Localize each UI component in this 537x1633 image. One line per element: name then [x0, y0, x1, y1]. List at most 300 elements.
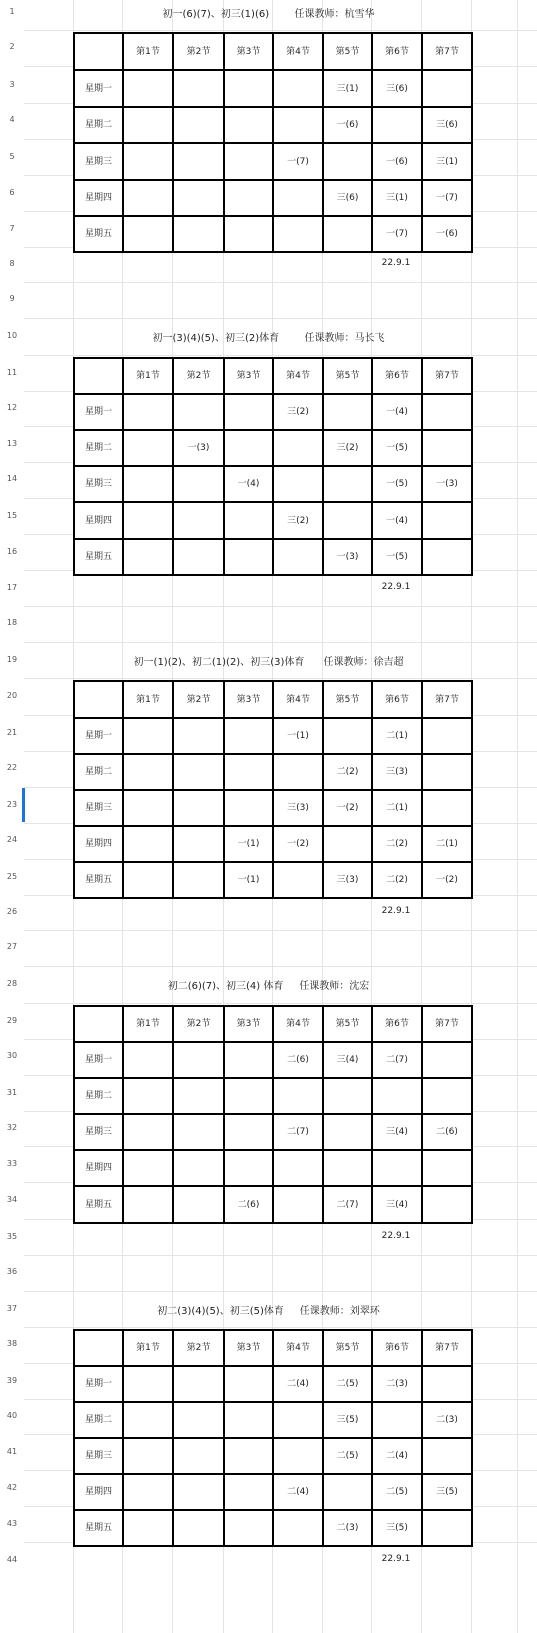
class-cell[interactable] — [123, 718, 173, 754]
period-header[interactable]: 第3节 — [224, 1006, 273, 1042]
day-label[interactable]: 星期三 — [74, 1114, 123, 1150]
class-cell[interactable] — [273, 1186, 323, 1223]
schedule-row — [74, 466, 472, 502]
day-label[interactable]: 星期四 — [74, 826, 123, 862]
corner-cell[interactable] — [74, 33, 123, 70]
class-cell[interactable] — [173, 502, 224, 539]
class-cell[interactable] — [173, 1510, 224, 1546]
period-header[interactable]: 第5节 — [323, 33, 372, 70]
day-label[interactable]: 星期三 — [74, 790, 123, 826]
class-cell[interactable] — [224, 143, 273, 180]
schedule-title: 初二(6)(7)、初三(4) 体育 任课教师：沈宏 — [167, 981, 370, 992]
period-header[interactable]: 第2节 — [173, 33, 224, 70]
class-cell[interactable]: 二(7) — [323, 1186, 372, 1223]
class-cell[interactable]: 一(5) — [372, 539, 422, 575]
class-cell[interactable] — [422, 502, 472, 539]
class-cell[interactable]: 三(6) — [323, 180, 372, 216]
row-number[interactable]: 31 — [6, 1088, 18, 1097]
period-header[interactable]: 第2节 — [173, 1330, 224, 1366]
row-number[interactable]: 7 — [9, 224, 15, 233]
class-cell[interactable] — [123, 1078, 173, 1114]
class-cell[interactable] — [372, 1150, 422, 1186]
class-cell[interactable]: 三(1) — [422, 143, 472, 180]
class-cell[interactable] — [123, 430, 173, 466]
class-cell[interactable] — [273, 107, 323, 143]
class-cell[interactable] — [123, 1438, 173, 1474]
day-label[interactable]: 星期四 — [74, 502, 123, 539]
class-cell[interactable] — [173, 1150, 224, 1186]
class-cell[interactable]: 三(2) — [273, 502, 323, 539]
row-number[interactable]: 13 — [6, 439, 18, 448]
period-header[interactable]: 第1节 — [123, 681, 173, 718]
class-cell[interactable]: 一(6) — [372, 143, 422, 180]
class-cell[interactable] — [173, 70, 224, 107]
class-cell[interactable] — [173, 1114, 224, 1150]
row-number[interactable]: 30 — [6, 1051, 18, 1060]
schedule-row — [74, 70, 472, 107]
row-number[interactable]: 34 — [6, 1195, 18, 1204]
class-cell[interactable] — [123, 466, 173, 502]
class-cell[interactable] — [323, 826, 372, 862]
day-label[interactable]: 星期二 — [74, 430, 123, 466]
row-number[interactable]: 11 — [6, 368, 18, 377]
class-cell[interactable] — [224, 1114, 273, 1150]
class-cell[interactable] — [173, 107, 224, 143]
row-number[interactable]: 16 — [6, 547, 18, 556]
date-label: 22.9.1 — [381, 1231, 411, 1241]
class-cell[interactable] — [422, 1438, 472, 1474]
day-label[interactable]: 星期三 — [74, 1438, 123, 1474]
class-cell[interactable] — [173, 754, 224, 790]
schedule-row — [74, 1186, 472, 1223]
class-cell[interactable] — [123, 790, 173, 826]
day-label[interactable]: 星期一 — [74, 718, 123, 754]
class-cell[interactable]: 三(1) — [372, 180, 422, 216]
row-number[interactable]: 8 — [9, 259, 15, 268]
class-cell[interactable] — [273, 539, 323, 575]
class-cell[interactable] — [224, 430, 273, 466]
class-cell[interactable] — [224, 1402, 273, 1438]
period-header[interactable]: 第6节 — [372, 33, 422, 70]
day-label[interactable]: 星期五 — [74, 1186, 123, 1223]
class-cell[interactable] — [224, 216, 273, 252]
class-cell[interactable] — [422, 1366, 472, 1402]
class-cell[interactable]: 一(4) — [224, 466, 273, 502]
class-cell[interactable]: 二(3) — [372, 1366, 422, 1402]
class-cell[interactable] — [224, 394, 273, 430]
row-number[interactable]: 17 — [6, 583, 18, 592]
period-header[interactable]: 第2节 — [173, 681, 224, 718]
schedule-row — [74, 1510, 472, 1546]
period-header[interactable]: 第6节 — [372, 1006, 422, 1042]
class-cell[interactable] — [173, 466, 224, 502]
period-header[interactable]: 第7节 — [422, 358, 472, 394]
class-cell[interactable] — [173, 1366, 224, 1402]
period-header[interactable]: 第1节 — [123, 33, 173, 70]
class-cell[interactable] — [224, 718, 273, 754]
class-cell[interactable] — [173, 180, 224, 216]
row-number[interactable]: 1 — [9, 7, 15, 16]
class-cell[interactable] — [273, 1510, 323, 1546]
class-cell[interactable] — [273, 754, 323, 790]
class-cell[interactable]: 二(2) — [372, 826, 422, 862]
day-label[interactable]: 星期五 — [74, 539, 123, 575]
class-cell[interactable] — [123, 539, 173, 575]
class-cell[interactable]: 二(6) — [224, 1186, 273, 1223]
class-cell[interactable] — [224, 1042, 273, 1078]
class-cell[interactable]: 二(1) — [372, 790, 422, 826]
row-number[interactable]: 27 — [6, 942, 18, 951]
class-cell[interactable]: 二(1) — [422, 826, 472, 862]
day-label[interactable]: 星期五 — [74, 1510, 123, 1546]
class-cell[interactable] — [422, 1186, 472, 1223]
date-label: 22.9.1 — [381, 1554, 411, 1564]
period-header[interactable]: 第3节 — [224, 358, 273, 394]
corner-cell[interactable] — [74, 1006, 123, 1042]
row-number[interactable]: 42 — [6, 1483, 18, 1492]
row-number[interactable]: 39 — [6, 1376, 18, 1385]
class-cell[interactable]: 一(6) — [323, 107, 372, 143]
class-cell[interactable]: 三(5) — [323, 1402, 372, 1438]
corner-cell[interactable] — [74, 358, 123, 394]
class-cell[interactable] — [323, 1474, 372, 1510]
class-cell[interactable] — [123, 216, 173, 252]
class-cell[interactable]: 三(4) — [372, 1186, 422, 1223]
period-header[interactable]: 第1节 — [123, 358, 173, 394]
class-cell[interactable] — [273, 216, 323, 252]
class-cell[interactable] — [123, 754, 173, 790]
class-cell[interactable] — [173, 862, 224, 898]
class-cell[interactable] — [173, 1186, 224, 1223]
schedule-row — [74, 718, 472, 754]
period-header[interactable]: 第1节 — [123, 1006, 173, 1042]
class-cell[interactable]: 二(4) — [372, 1438, 422, 1474]
class-cell[interactable] — [224, 539, 273, 575]
class-cell[interactable] — [173, 1402, 224, 1438]
row-number[interactable]: 4 — [9, 115, 15, 124]
row-number[interactable]: 3 — [9, 80, 15, 89]
class-cell[interactable]: 二(3) — [323, 1510, 372, 1546]
row-number[interactable]: 14 — [6, 474, 18, 483]
corner-cell[interactable] — [74, 681, 123, 718]
class-cell[interactable]: 三(4) — [323, 1042, 372, 1078]
class-cell[interactable] — [123, 143, 173, 180]
period-header[interactable]: 第6节 — [372, 681, 422, 718]
period-header[interactable]: 第3节 — [224, 1330, 273, 1366]
period-header[interactable]: 第6节 — [372, 1330, 422, 1366]
class-cell[interactable] — [224, 1438, 273, 1474]
class-cell[interactable] — [273, 1438, 323, 1474]
class-cell[interactable] — [173, 826, 224, 862]
day-label[interactable]: 星期四 — [74, 1474, 123, 1510]
period-header[interactable]: 第5节 — [323, 1330, 372, 1366]
class-cell[interactable]: 二(5) — [372, 1474, 422, 1510]
class-cell[interactable]: 一(4) — [372, 502, 422, 539]
day-label[interactable]: 星期二 — [74, 1402, 123, 1438]
day-label[interactable]: 星期一 — [74, 1042, 123, 1078]
day-label[interactable]: 星期二 — [74, 107, 123, 143]
class-cell[interactable] — [323, 1078, 372, 1114]
class-cell[interactable] — [224, 502, 273, 539]
class-cell[interactable] — [422, 1510, 472, 1546]
class-cell[interactable]: 一(1) — [224, 826, 273, 862]
class-cell[interactable]: 一(1) — [273, 718, 323, 754]
class-cell[interactable]: 二(6) — [422, 1114, 472, 1150]
class-cell[interactable] — [224, 1150, 273, 1186]
class-cell[interactable]: 一(7) — [422, 180, 472, 216]
class-cell[interactable] — [173, 1438, 224, 1474]
class-cell[interactable] — [173, 143, 224, 180]
class-cell[interactable] — [224, 1474, 273, 1510]
class-cell[interactable]: 三(5) — [422, 1474, 472, 1510]
class-cell[interactable] — [173, 790, 224, 826]
schedule-row — [74, 1042, 472, 1078]
period-header[interactable]: 第3节 — [224, 33, 273, 70]
class-cell[interactable] — [273, 1402, 323, 1438]
class-cell[interactable] — [273, 466, 323, 502]
class-cell[interactable] — [422, 1042, 472, 1078]
class-cell[interactable] — [422, 539, 472, 575]
class-cell[interactable] — [422, 394, 472, 430]
class-cell[interactable] — [273, 430, 323, 466]
class-cell[interactable]: 二(3) — [422, 1402, 472, 1438]
class-cell[interactable] — [123, 1402, 173, 1438]
class-cell[interactable]: 三(2) — [323, 430, 372, 466]
class-cell[interactable] — [323, 216, 372, 252]
class-cell[interactable]: 三(3) — [323, 862, 372, 898]
row-number[interactable]: 44 — [6, 1555, 18, 1564]
class-cell[interactable]: 一(5) — [372, 466, 422, 502]
period-header[interactable]: 第7节 — [422, 33, 472, 70]
row-number[interactable]: 35 — [6, 1232, 18, 1241]
class-cell[interactable] — [273, 1078, 323, 1114]
class-cell[interactable] — [422, 790, 472, 826]
class-cell[interactable]: 一(2) — [323, 790, 372, 826]
class-cell[interactable]: 三(2) — [273, 394, 323, 430]
class-cell[interactable] — [123, 826, 173, 862]
class-cell[interactable] — [224, 1366, 273, 1402]
day-label[interactable]: 星期四 — [74, 1150, 123, 1186]
class-cell[interactable] — [123, 1150, 173, 1186]
row-number[interactable]: 36 — [6, 1267, 18, 1276]
class-cell[interactable]: 三(4) — [372, 1114, 422, 1150]
schedule-title: 初一(1)(2)、初二(1)(2)、初三(3)体育 任课教师：徐吉超 — [133, 657, 404, 668]
class-cell[interactable]: 二(1) — [372, 718, 422, 754]
class-cell[interactable]: 一(7) — [372, 216, 422, 252]
period-header[interactable]: 第4节 — [273, 1330, 323, 1366]
row-number[interactable]: 2 — [9, 42, 15, 51]
class-cell[interactable] — [123, 1114, 173, 1150]
class-cell[interactable]: 三(3) — [372, 754, 422, 790]
row-number[interactable]: 18 — [6, 618, 18, 627]
class-cell[interactable] — [224, 1078, 273, 1114]
day-label[interactable]: 星期一 — [74, 394, 123, 430]
day-label[interactable]: 星期四 — [74, 180, 123, 216]
period-header[interactable]: 第5节 — [323, 1006, 372, 1042]
class-cell[interactable]: 一(1) — [224, 862, 273, 898]
day-label[interactable]: 星期二 — [74, 1078, 123, 1114]
class-cell[interactable]: 一(2) — [422, 862, 472, 898]
schedule-row — [74, 1366, 472, 1402]
row-number[interactable]: 24 — [6, 835, 18, 844]
class-cell[interactable] — [123, 1474, 173, 1510]
class-cell[interactable] — [224, 754, 273, 790]
period-header[interactable]: 第5节 — [323, 681, 372, 718]
class-cell[interactable] — [422, 1150, 472, 1186]
class-cell[interactable] — [323, 1114, 372, 1150]
row-number[interactable]: 10 — [6, 331, 18, 340]
period-header[interactable]: 第2节 — [173, 1006, 224, 1042]
date-label: 22.9.1 — [381, 258, 411, 268]
class-cell[interactable]: 三(3) — [273, 790, 323, 826]
class-cell[interactable] — [123, 180, 173, 216]
class-cell[interactable] — [173, 216, 224, 252]
class-cell[interactable]: 二(2) — [323, 754, 372, 790]
row-number[interactable]: 32 — [6, 1123, 18, 1132]
class-cell[interactable]: 二(4) — [273, 1366, 323, 1402]
class-cell[interactable] — [173, 1474, 224, 1510]
class-cell[interactable]: 一(5) — [372, 430, 422, 466]
class-cell[interactable]: 三(6) — [372, 70, 422, 107]
class-cell[interactable] — [422, 1078, 472, 1114]
class-cell[interactable]: 二(7) — [273, 1114, 323, 1150]
class-cell[interactable] — [422, 718, 472, 754]
class-cell[interactable] — [372, 1078, 422, 1114]
class-cell[interactable] — [224, 180, 273, 216]
class-cell[interactable] — [323, 143, 372, 180]
day-label[interactable]: 星期五 — [74, 862, 123, 898]
row-number[interactable]: 22 — [6, 763, 18, 772]
class-cell[interactable] — [422, 430, 472, 466]
period-header[interactable]: 第2节 — [173, 358, 224, 394]
class-cell[interactable]: 一(6) — [422, 216, 472, 252]
day-label[interactable]: 星期三 — [74, 143, 123, 180]
class-cell[interactable] — [123, 502, 173, 539]
class-cell[interactable] — [173, 718, 224, 754]
class-cell[interactable] — [123, 107, 173, 143]
row-number[interactable]: 5 — [9, 152, 15, 161]
schedule-row — [74, 502, 472, 539]
class-cell[interactable]: 二(6) — [273, 1042, 323, 1078]
class-cell[interactable]: 一(2) — [273, 826, 323, 862]
class-cell[interactable] — [422, 754, 472, 790]
class-cell[interactable] — [323, 502, 372, 539]
class-cell[interactable] — [173, 1042, 224, 1078]
class-cell[interactable] — [323, 394, 372, 430]
class-cell[interactable]: 三(1) — [323, 70, 372, 107]
period-header[interactable]: 第4节 — [273, 358, 323, 394]
class-cell[interactable] — [323, 1150, 372, 1186]
period-header-row — [74, 681, 472, 718]
period-header[interactable]: 第4节 — [273, 33, 323, 70]
row-number[interactable]: 25 — [6, 872, 18, 881]
class-cell[interactable] — [123, 1186, 173, 1223]
period-header[interactable]: 第7节 — [422, 681, 472, 718]
class-cell[interactable] — [123, 1366, 173, 1402]
class-cell[interactable] — [123, 1510, 173, 1546]
row-number[interactable]: 41 — [6, 1447, 18, 1456]
class-cell[interactable] — [123, 70, 173, 107]
class-cell[interactable]: 一(7) — [273, 143, 323, 180]
class-cell[interactable]: 一(4) — [372, 394, 422, 430]
class-cell[interactable]: 三(6) — [422, 107, 472, 143]
row-number[interactable]: 38 — [6, 1339, 18, 1348]
row-number[interactable]: 29 — [6, 1016, 18, 1025]
class-cell[interactable] — [273, 862, 323, 898]
day-label[interactable]: 星期一 — [74, 70, 123, 107]
day-label[interactable]: 星期二 — [74, 754, 123, 790]
period-header[interactable]: 第7节 — [422, 1330, 472, 1366]
day-label[interactable]: 星期三 — [74, 466, 123, 502]
class-cell[interactable] — [123, 1042, 173, 1078]
class-cell[interactable]: 二(7) — [372, 1042, 422, 1078]
class-cell[interactable] — [224, 107, 273, 143]
class-cell[interactable] — [323, 466, 372, 502]
class-cell[interactable]: 二(4) — [273, 1474, 323, 1510]
period-header[interactable]: 第4节 — [273, 1006, 323, 1042]
row-number[interactable]: 15 — [6, 511, 18, 520]
period-header[interactable]: 第1节 — [123, 1330, 173, 1366]
corner-cell[interactable] — [74, 1330, 123, 1366]
row-number[interactable]: 12 — [6, 403, 18, 412]
class-cell[interactable]: 一(3) — [173, 430, 224, 466]
class-cell[interactable]: 二(5) — [323, 1438, 372, 1474]
row-number[interactable]: 9 — [9, 294, 15, 303]
row-number[interactable]: 40 — [6, 1411, 18, 1420]
row-number[interactable]: 23 — [6, 800, 18, 809]
class-cell[interactable] — [273, 1150, 323, 1186]
row-number[interactable]: 20 — [6, 691, 18, 700]
class-cell[interactable]: 三(5) — [372, 1510, 422, 1546]
period-header[interactable]: 第5节 — [323, 358, 372, 394]
class-cell[interactable] — [224, 70, 273, 107]
row-number[interactable]: 28 — [6, 979, 18, 988]
row-number[interactable]: 6 — [9, 188, 15, 197]
period-header[interactable]: 第4节 — [273, 681, 323, 718]
class-cell[interactable] — [173, 539, 224, 575]
class-cell[interactable] — [372, 107, 422, 143]
class-cell[interactable]: 二(5) — [323, 1366, 372, 1402]
row-header-column — [0, 0, 24, 1633]
day-label[interactable]: 星期五 — [74, 216, 123, 252]
class-cell[interactable]: 一(3) — [323, 539, 372, 575]
class-cell[interactable] — [273, 180, 323, 216]
class-cell[interactable]: 一(3) — [422, 466, 472, 502]
period-header[interactable]: 第7节 — [422, 1006, 472, 1042]
row-number[interactable]: 43 — [6, 1519, 18, 1528]
class-cell[interactable] — [173, 1078, 224, 1114]
period-header[interactable]: 第3节 — [224, 681, 273, 718]
row-number[interactable]: 33 — [6, 1159, 18, 1168]
class-cell[interactable] — [224, 1510, 273, 1546]
class-cell[interactable] — [422, 70, 472, 107]
row-number[interactable]: 37 — [6, 1304, 18, 1313]
schedule-table — [73, 1329, 473, 1547]
class-cell[interactable] — [123, 394, 173, 430]
period-header[interactable]: 第6节 — [372, 358, 422, 394]
class-cell[interactable] — [372, 1402, 422, 1438]
class-cell[interactable] — [123, 862, 173, 898]
row-number[interactable]: 19 — [6, 655, 18, 664]
class-cell[interactable]: 二(2) — [372, 862, 422, 898]
class-cell[interactable] — [224, 790, 273, 826]
row-number[interactable]: 26 — [6, 907, 18, 916]
day-label[interactable]: 星期一 — [74, 1366, 123, 1402]
class-cell[interactable] — [173, 394, 224, 430]
class-cell[interactable] — [273, 70, 323, 107]
row-number[interactable]: 21 — [6, 728, 18, 737]
class-cell[interactable] — [323, 718, 372, 754]
